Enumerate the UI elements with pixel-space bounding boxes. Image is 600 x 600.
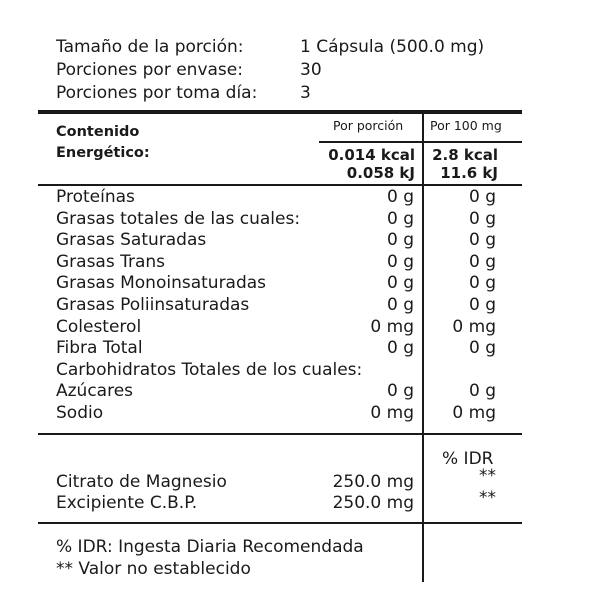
servings-per-container-value: 30 [300, 60, 322, 80]
nutrient-name: Proteínas [56, 187, 135, 207]
energy-portion-kcal: 0.014 kcal [328, 146, 415, 164]
nutrient-name: Colesterol [56, 317, 142, 337]
nutrient-per-100mg: 0 g [468, 230, 496, 250]
nutrient-name: Sodio [56, 403, 104, 423]
nutrient-per-100mg: 0 g [468, 338, 496, 358]
nutrient-name: Grasas Monoinsaturadas [56, 273, 267, 293]
energy-label-line2: Energético: [56, 145, 150, 161]
ingredient-idr-magnesium: ** [479, 466, 496, 486]
nutrient-per-portion: 0 mg [370, 317, 414, 337]
thick-top-rule [38, 110, 522, 114]
energy-bottom-rule [38, 184, 522, 186]
energy-portion-kj: 0.058 kJ [346, 164, 415, 182]
energy-100mg-kcal: 2.8 kcal [432, 146, 498, 164]
idr-header: % IDR [442, 449, 494, 469]
column-header-rule [319, 141, 522, 143]
ingredient-amount-magnesium: 250.0 mg [332, 472, 414, 492]
servings-per-container-label: Porciones por envase: [56, 60, 243, 80]
nutrient-per-100mg: 0 g [468, 273, 496, 293]
nutrient-name: Grasas Saturadas [56, 230, 207, 250]
nutrient-per-100mg: 0 g [468, 187, 496, 207]
column-header-per-portion: Por porción [333, 118, 404, 133]
nutrient-per-portion: 0 g [386, 381, 414, 401]
nutrient-name: Grasas Poliinsaturadas [56, 295, 250, 315]
nutrient-per-100mg: 0 g [468, 252, 496, 272]
servings-per-day-value: 3 [300, 83, 311, 103]
nutrient-per-portion: 0 g [386, 295, 414, 315]
energy-100mg-kj: 11.6 kJ [440, 164, 498, 182]
nutrient-per-portion: 0 g [386, 273, 414, 293]
ingredient-idr-excipient: ** [479, 488, 496, 508]
nutrient-per-portion: 0 g [386, 230, 414, 250]
nutrient-per-100mg: 0 g [468, 295, 496, 315]
nutrient-per-portion: 0 g [386, 209, 414, 229]
nutrient-name: Grasas Trans [56, 252, 166, 272]
nutrient-per-portion: 0 g [386, 187, 414, 207]
serving-size-value: 1 Cápsula (500.0 mg) [300, 37, 485, 57]
servings-per-day-label: Porciones por toma día: [56, 83, 258, 103]
ingredient-amount-excipient: 250.0 mg [332, 493, 414, 513]
ingredient-name-magnesium: Citrato de Magnesio [56, 472, 227, 492]
ingredient-name-excipient: Excipiente C.B.P. [56, 493, 198, 513]
nutrient-per-100mg: 0 mg [452, 317, 496, 337]
nutrient-name: Carbohidratos Totales de los cuales: [56, 360, 363, 380]
nutrient-per-portion: 0 mg [370, 403, 414, 423]
nutrient-per-100mg: 0 g [468, 209, 496, 229]
nutrient-name: Azúcares [56, 381, 134, 401]
footnote-not-established: ** Valor no establecido [56, 559, 251, 579]
nutrient-per-100mg: 0 g [468, 381, 496, 401]
nutrient-name: Fibra Total [56, 338, 143, 358]
serving-size-label: Tamaño de la porción: [56, 37, 244, 57]
energy-label-line1: Contenido [56, 124, 140, 140]
nutrient-name: Grasas totales de las cuales: [56, 209, 301, 229]
footnote-idr: % IDR: Ingesta Diaria Recomendada [56, 537, 364, 557]
nutrient-per-portion: 0 g [386, 338, 414, 358]
nutrient-per-portion: 0 g [386, 252, 414, 272]
ingredients-bottom-rule [38, 522, 522, 524]
column-header-per-100mg: Por 100 mg [430, 118, 502, 133]
nutrients-bottom-rule [38, 433, 522, 435]
nutrient-per-100mg: 0 mg [452, 403, 496, 423]
